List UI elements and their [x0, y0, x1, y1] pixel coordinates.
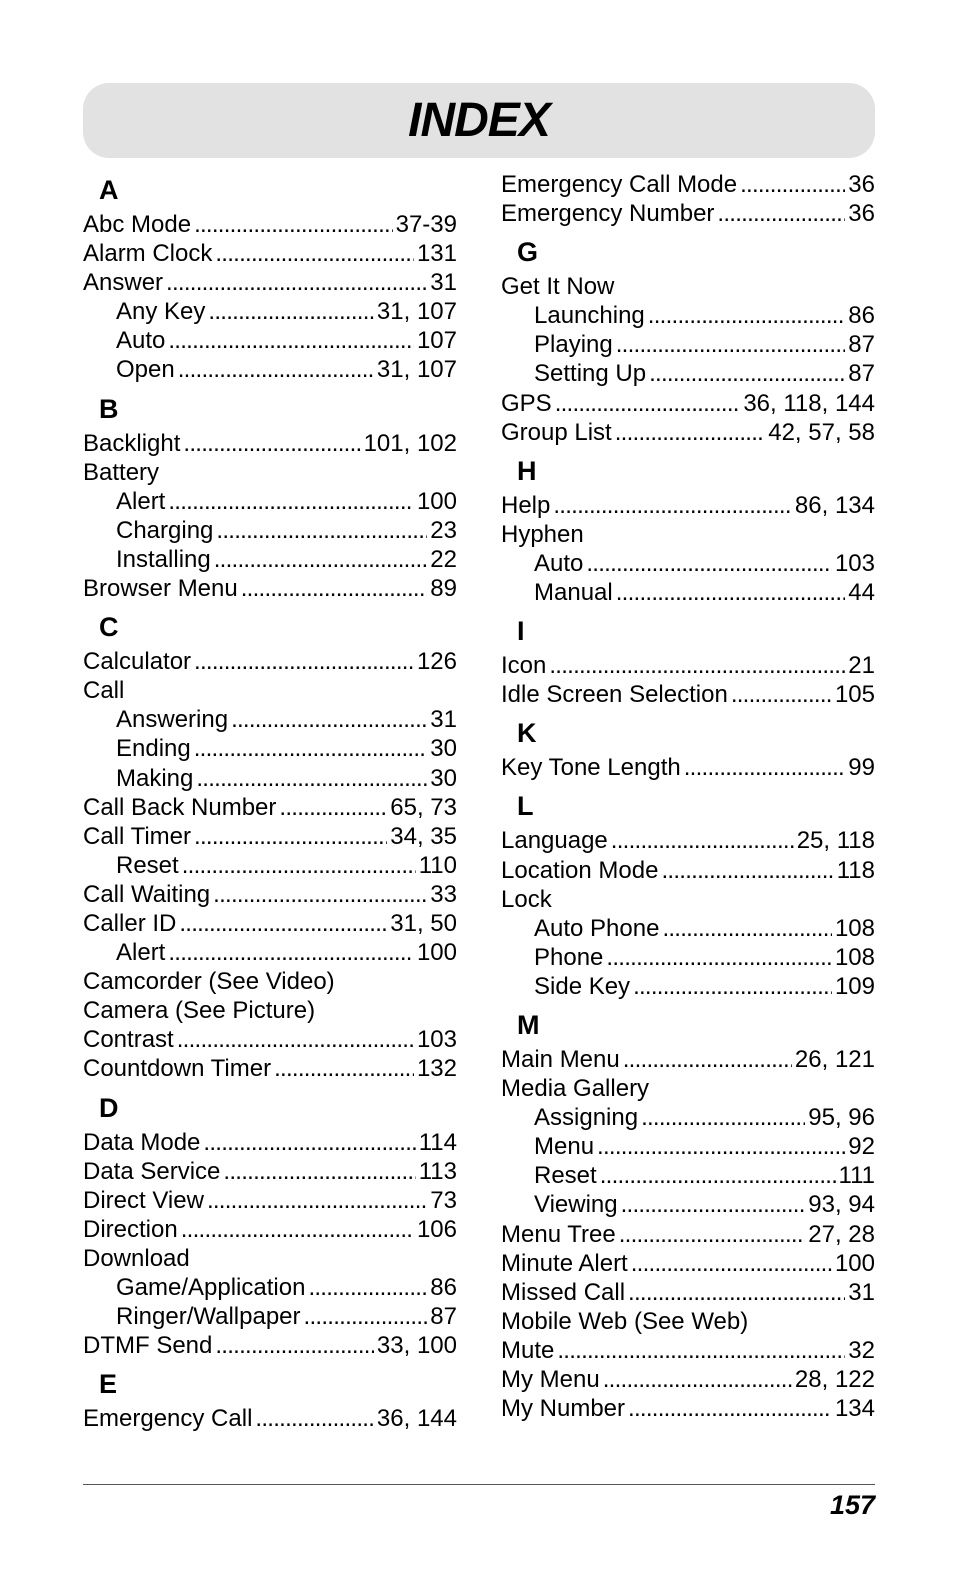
- index-entry: [83, 909, 457, 938]
- entry-pages: 30: [430, 764, 457, 792]
- entry-term: Data Service: [83, 1157, 221, 1185]
- index-subentry: [501, 1132, 875, 1161]
- entry-term: Mobile Web (See Web): [501, 1307, 749, 1335]
- entry-term: Alert: [116, 939, 166, 967]
- entry-pages: 86: [848, 302, 875, 330]
- index-subentry: [501, 972, 875, 1001]
- entry-term: Key Tone Length: [501, 754, 681, 782]
- entry-pages: 27, 28: [808, 1220, 875, 1248]
- dot-leader: [616, 330, 846, 359]
- entry-pages: 118: [836, 856, 875, 884]
- index-entry: [83, 967, 457, 996]
- dot-leader: [600, 1161, 836, 1190]
- index-entry: [83, 1404, 457, 1433]
- index-subentry: [83, 1273, 457, 1302]
- dot-leader: [731, 680, 832, 709]
- index-entry: [83, 647, 457, 676]
- entry-pages: 95, 96: [808, 1104, 875, 1132]
- entry-term: Missed Call: [501, 1278, 626, 1306]
- entry-pages: 32: [848, 1336, 875, 1364]
- entry-term: Call Timer: [83, 822, 192, 850]
- entry-pages: 34, 35: [390, 822, 457, 850]
- dot-leader: [223, 1157, 415, 1186]
- index-entry: [83, 822, 457, 851]
- entry-term: Hyphen: [501, 520, 584, 548]
- entry-term: Location Mode: [501, 856, 659, 884]
- entry-term: Side Key: [534, 972, 631, 1000]
- dot-leader: [586, 549, 832, 578]
- dot-leader: [196, 764, 427, 793]
- entry-term: Countdown Timer: [83, 1055, 272, 1083]
- dot-leader: [611, 826, 794, 855]
- entry-pages: 42, 57, 58: [768, 418, 875, 446]
- entry-term: Icon: [501, 652, 547, 680]
- dot-leader: [606, 943, 832, 972]
- entry-pages: 93, 94: [808, 1191, 875, 1219]
- entry-pages: 103: [416, 1026, 457, 1054]
- index-entry: [83, 1215, 457, 1244]
- index-column-left: [83, 170, 457, 1433]
- dot-leader: [215, 1331, 374, 1360]
- dot-leader: [194, 822, 387, 851]
- entry-pages: 31: [848, 1278, 875, 1306]
- dot-leader: [308, 1273, 427, 1302]
- entry-pages: 31: [430, 706, 457, 734]
- dot-leader: [633, 972, 832, 1001]
- entry-term: Help: [501, 491, 551, 519]
- index-entry: [83, 1186, 457, 1215]
- entry-pages: 73: [430, 1186, 457, 1214]
- entry-pages: 108: [834, 914, 875, 942]
- index-column-right: [501, 170, 875, 1423]
- entry-term: Setting Up: [534, 360, 647, 388]
- section-letter: E: [99, 1369, 118, 1400]
- index-subentry: [501, 330, 875, 359]
- section-letter: A: [99, 175, 119, 205]
- index-entry: [83, 996, 457, 1025]
- section-letter: I: [517, 616, 525, 647]
- entry-pages: 30: [430, 735, 457, 763]
- index-entry: [501, 272, 875, 301]
- entry-term: Alarm Clock: [83, 240, 213, 268]
- index-entry: [501, 1365, 875, 1394]
- index-entry: [501, 1249, 875, 1278]
- index-subentry: [501, 943, 875, 972]
- entry-term: Game/Application: [116, 1274, 306, 1301]
- dot-leader: [166, 268, 427, 297]
- dot-leader: [183, 429, 360, 458]
- entry-pages: 36: [848, 200, 875, 228]
- dot-leader: [740, 170, 845, 199]
- entry-pages: 100: [416, 487, 457, 515]
- entry-term: Launching: [534, 302, 645, 330]
- entry-pages: 25, 118: [796, 827, 875, 855]
- index-entry: [83, 1244, 457, 1273]
- entry-pages: 26, 121: [794, 1045, 875, 1073]
- index-subentry: [83, 326, 457, 355]
- entry-term: Installing: [116, 545, 211, 573]
- index-subentry: [83, 734, 457, 763]
- entry-term: Auto: [116, 327, 166, 355]
- dot-leader: [182, 851, 416, 880]
- index-entry: [501, 389, 875, 418]
- entry-term: Call: [83, 677, 125, 705]
- entry-pages: 103: [834, 549, 875, 577]
- index-subentry: [501, 1103, 875, 1132]
- entry-term: Download: [83, 1244, 190, 1272]
- dot-leader: [168, 938, 414, 967]
- entry-pages: 89: [430, 575, 457, 603]
- index-entry: [83, 1025, 457, 1054]
- dot-leader: [168, 326, 414, 355]
- entry-term: Ringer/Wallpaper: [116, 1303, 301, 1331]
- index-subentry: [501, 1190, 875, 1219]
- entry-term: Media Gallery: [501, 1075, 650, 1103]
- index-subentry: [83, 1302, 457, 1331]
- index-subentry: [83, 297, 457, 326]
- section-letter: B: [99, 393, 119, 424]
- entry-term: Language: [501, 827, 608, 855]
- entry-term: Abc Mode: [83, 211, 192, 238]
- entry-pages: 86, 134: [794, 491, 875, 519]
- entry-term: Caller ID: [83, 909, 177, 937]
- entry-pages: 87: [848, 360, 875, 388]
- entry-term: Viewing: [534, 1191, 618, 1219]
- dot-leader: [619, 1220, 806, 1249]
- dot-leader: [177, 1025, 414, 1054]
- entry-pages: 107: [416, 327, 457, 355]
- index-subentry: [501, 914, 875, 943]
- entry-pages: 92: [848, 1133, 875, 1161]
- dot-leader: [214, 545, 428, 574]
- dot-leader: [557, 1336, 845, 1365]
- page-title: INDEX: [408, 94, 550, 147]
- entry-pages: 100: [416, 939, 457, 967]
- dot-leader: [717, 199, 845, 228]
- entry-term: Playing: [534, 331, 613, 359]
- entry-pages: 132: [416, 1055, 457, 1083]
- entry-term: Making: [116, 764, 194, 792]
- entry-pages: 31, 50: [390, 909, 457, 937]
- dot-leader: [179, 909, 387, 938]
- index-entry: [83, 239, 457, 268]
- entry-pages: 33: [430, 880, 457, 908]
- entry-term: Answering: [116, 706, 229, 734]
- index-subentry: [83, 355, 457, 384]
- index-entry: [501, 753, 875, 782]
- entry-term: Menu Tree: [501, 1220, 616, 1248]
- entry-pages: 36, 118, 144: [743, 389, 875, 417]
- index-entry: [83, 676, 457, 705]
- index-entry: [501, 1307, 875, 1336]
- index-entry: [83, 268, 457, 297]
- entry-term: Auto: [534, 549, 584, 577]
- dot-leader: [194, 210, 393, 239]
- dot-leader: [181, 1215, 414, 1244]
- entry-term: Calculator: [83, 648, 192, 676]
- entry-pages: 108: [834, 943, 875, 971]
- entry-pages: 101, 102: [363, 429, 457, 457]
- index-entry: [83, 1128, 457, 1157]
- dot-leader: [649, 359, 845, 388]
- dot-leader: [662, 914, 832, 943]
- index-entry: [501, 520, 875, 549]
- entry-term: Menu: [534, 1133, 595, 1161]
- dot-leader: [215, 239, 414, 268]
- index-subentry: [83, 764, 457, 793]
- entry-pages: 65, 73: [390, 793, 457, 821]
- dot-leader: [213, 880, 427, 909]
- entry-pages: 111: [838, 1162, 875, 1190]
- entry-pages: 87: [848, 331, 875, 359]
- dot-leader: [661, 856, 833, 885]
- index-entry: [501, 1045, 875, 1074]
- index-subentry: [83, 545, 457, 574]
- dot-leader: [255, 1404, 374, 1433]
- index-entry: [83, 458, 457, 487]
- entry-term: Call Waiting: [83, 880, 211, 908]
- index-entry: [501, 199, 875, 228]
- index-entry: [501, 170, 875, 199]
- entry-pages: 31, 107: [376, 356, 457, 384]
- index-entry: [83, 793, 457, 822]
- entry-pages: 31: [430, 269, 457, 297]
- index-entry: [83, 210, 457, 239]
- entry-pages: 114: [418, 1128, 457, 1156]
- entry-term: Camera (See Picture): [83, 997, 316, 1025]
- dot-leader: [549, 651, 845, 680]
- index-subentry: [83, 705, 457, 734]
- entry-term: Lock: [501, 885, 552, 913]
- section-letter: K: [517, 718, 537, 749]
- dot-leader: [631, 1249, 832, 1278]
- index-entry: [501, 491, 875, 520]
- index-entry: [83, 1331, 457, 1360]
- index-entry: [83, 429, 457, 458]
- entry-term: Data Mode: [83, 1128, 201, 1156]
- index-entry: [83, 880, 457, 909]
- dot-leader: [648, 301, 846, 330]
- index-entry: [83, 1054, 457, 1083]
- index-entry: [501, 1394, 875, 1423]
- index-entry: [501, 826, 875, 855]
- entry-pages: 131: [416, 240, 457, 268]
- dot-leader: [597, 1132, 845, 1161]
- entry-pages: 113: [418, 1157, 457, 1185]
- section-letter: D: [99, 1092, 119, 1123]
- entry-pages: 106: [416, 1215, 457, 1243]
- dot-leader: [178, 355, 374, 384]
- entry-term: Idle Screen Selection: [501, 681, 728, 709]
- dot-leader: [241, 574, 428, 603]
- index-entry: [501, 1278, 875, 1307]
- index-title-banner: [83, 83, 875, 158]
- entry-term: Get It Now: [501, 273, 615, 301]
- index-subentry: [83, 851, 457, 880]
- entry-term: Camcorder (See Video): [83, 968, 335, 996]
- entry-pages: 36: [848, 171, 875, 198]
- index-entry: [501, 418, 875, 447]
- index-entry: [501, 1336, 875, 1365]
- entry-term: Backlight: [83, 429, 181, 457]
- entry-term: Call Back Number: [83, 793, 277, 821]
- dot-leader: [274, 1054, 414, 1083]
- section-letter: G: [517, 237, 539, 268]
- entry-term: Group List: [501, 418, 612, 446]
- dot-leader: [684, 753, 846, 782]
- index-entry: [501, 1074, 875, 1103]
- entry-term: Charging: [116, 516, 214, 544]
- dot-leader: [628, 1394, 832, 1423]
- entry-term: Reset: [534, 1162, 597, 1190]
- section-letter: L: [517, 791, 534, 822]
- entry-term: Browser Menu: [83, 575, 238, 603]
- entry-term: Auto Phone: [534, 914, 660, 942]
- dot-leader: [279, 793, 387, 822]
- entry-pages: 99: [848, 754, 875, 782]
- dot-leader: [615, 418, 766, 447]
- entry-pages: 105: [834, 681, 875, 709]
- dot-leader: [641, 1103, 805, 1132]
- index-subentry: [501, 359, 875, 388]
- dot-leader: [621, 1190, 806, 1219]
- index-entry: [501, 885, 875, 914]
- index-entry: [501, 856, 875, 885]
- entry-pages: 36, 144: [376, 1405, 457, 1433]
- section-letter: M: [517, 1009, 540, 1040]
- dot-leader: [203, 1128, 415, 1157]
- entry-pages: 110: [418, 851, 457, 879]
- index-subentry: [501, 1161, 875, 1190]
- index-subentry: [501, 578, 875, 607]
- dot-leader: [194, 734, 428, 763]
- entry-term: My Menu: [501, 1366, 600, 1393]
- entry-pages: 28, 122: [794, 1366, 875, 1393]
- entry-term: Answer: [83, 269, 164, 297]
- entry-pages: 21: [848, 652, 875, 680]
- entry-term: Minute Alert: [501, 1249, 628, 1277]
- entry-term: Direct View: [83, 1186, 204, 1214]
- entry-pages: 126: [416, 648, 457, 676]
- entry-term: Emergency Number: [501, 200, 715, 228]
- entry-term: Assigning: [534, 1104, 639, 1132]
- entry-term: Any Key: [116, 298, 206, 326]
- entry-term: Emergency Call Mode: [501, 171, 738, 198]
- entry-pages: 134: [834, 1395, 875, 1423]
- index-entry: [83, 1157, 457, 1186]
- entry-term: DTMF Send: [83, 1332, 213, 1360]
- section-letter: C: [99, 612, 119, 643]
- dot-leader: [194, 647, 414, 676]
- entry-term: Battery: [83, 458, 160, 486]
- entry-term: Open: [116, 356, 175, 384]
- entry-term: Alert: [116, 487, 166, 515]
- entry-pages: 23: [430, 516, 457, 544]
- index-entry: [501, 680, 875, 709]
- page-number: 157: [829, 1490, 875, 1520]
- index-subentry: [83, 516, 457, 545]
- entry-term: Contrast: [83, 1026, 174, 1054]
- dot-leader: [628, 1278, 845, 1307]
- entry-pages: 37-39: [395, 211, 457, 238]
- dot-leader: [216, 516, 427, 545]
- footer-divider: [83, 1484, 875, 1485]
- index-subentry: [83, 487, 457, 516]
- entry-term: Direction: [83, 1215, 178, 1243]
- dot-leader: [603, 1365, 792, 1394]
- entry-pages: 86: [430, 1274, 457, 1301]
- index-subentry: [501, 549, 875, 578]
- entry-pages: 22: [430, 545, 457, 573]
- entry-pages: 31, 107: [376, 298, 457, 326]
- dot-leader: [168, 487, 414, 516]
- entry-term: Reset: [116, 851, 179, 879]
- dot-leader: [207, 1186, 427, 1215]
- entry-term: Manual: [534, 579, 613, 607]
- index-entry: [501, 1220, 875, 1249]
- entry-pages: 100: [834, 1249, 875, 1277]
- entry-term: Mute: [501, 1336, 555, 1364]
- index-entry: [501, 651, 875, 680]
- dot-leader: [623, 1045, 792, 1074]
- entry-pages: 109: [834, 972, 875, 1000]
- entry-term: GPS: [501, 389, 552, 417]
- entry-pages: 33, 100: [376, 1332, 457, 1360]
- entry-term: Ending: [116, 735, 191, 763]
- entry-term: My Number: [501, 1395, 626, 1423]
- entry-pages: 87: [430, 1303, 457, 1331]
- dot-leader: [616, 578, 846, 607]
- entry-term: Phone: [534, 943, 604, 971]
- entry-pages: 44: [848, 579, 875, 607]
- entry-term: Emergency Call: [83, 1405, 253, 1433]
- dot-leader: [555, 389, 741, 418]
- index-subentry: [83, 938, 457, 967]
- section-letter: H: [517, 455, 537, 486]
- dot-leader: [553, 491, 792, 520]
- index-subentry: [501, 301, 875, 330]
- dot-leader: [304, 1302, 428, 1331]
- index-entry: [83, 574, 457, 603]
- dot-leader: [231, 705, 427, 734]
- entry-term: Main Menu: [501, 1045, 620, 1073]
- dot-leader: [208, 297, 374, 326]
